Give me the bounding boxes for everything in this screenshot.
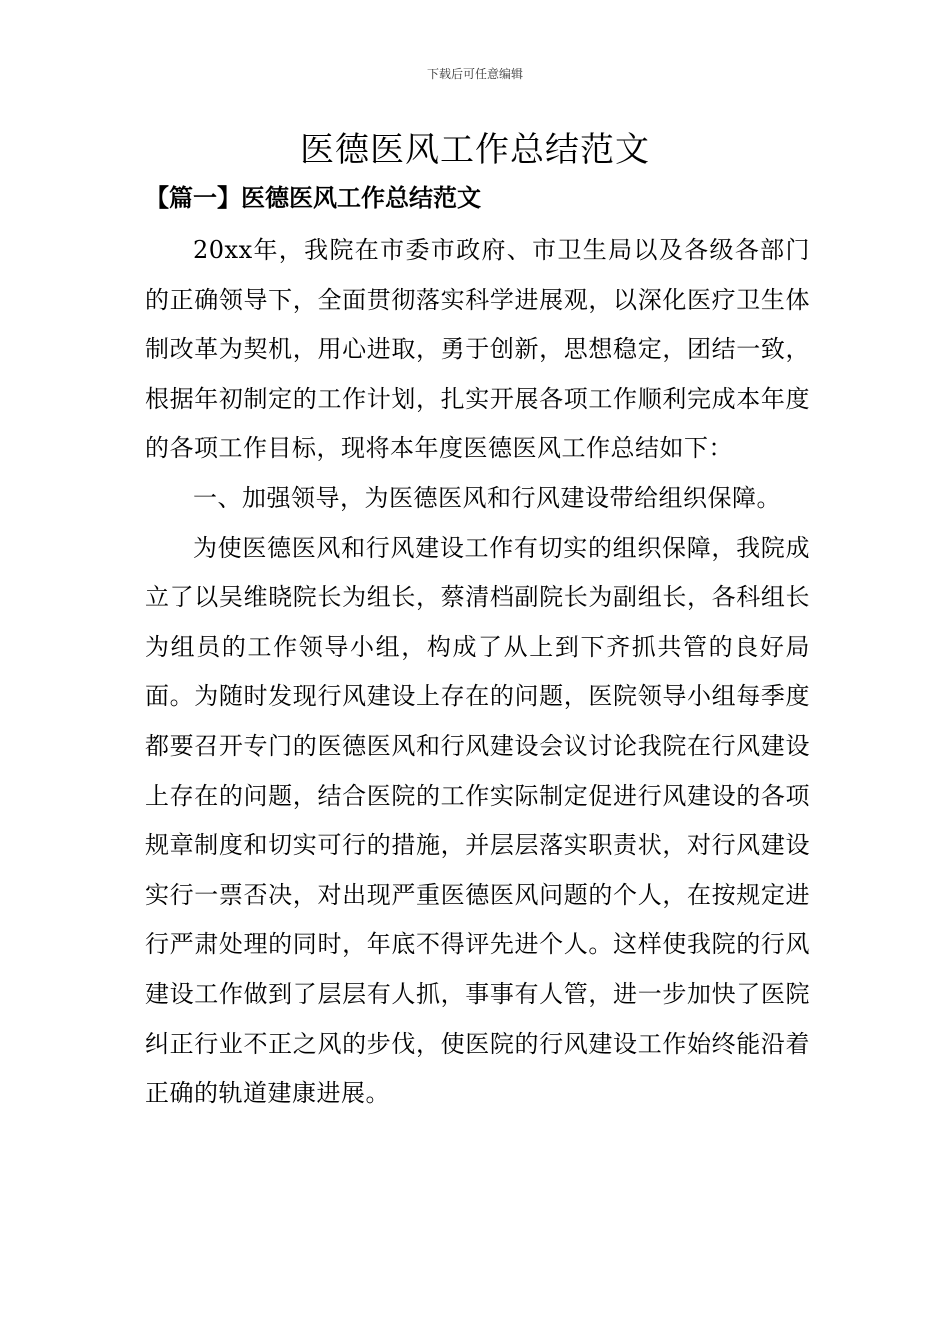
document-title: 医德医风工作总结范文 bbox=[300, 130, 650, 170]
section-heading: 【篇一】医德医风工作总结范文 bbox=[145, 183, 481, 212]
paragraph-intro: 20xx年，我院在市委市政府、市卫生局以及各级各部门的正确领导下，全面贯彻落实科学进展观，以深化医疗卫生体制改革为契机，用心进取，勇于创新，思想稳定，团结一致，根据年初制定的工作计划，扎实开展各项工作顺利完成本年度的各项工作目标，现将本年度医德医风工作总结如下： bbox=[145, 236, 810, 463]
page-header-note: 下载后可任意编辑 bbox=[426, 67, 523, 81]
paragraph-point-one: 一、加强领导，为医德医风和行风建设带给组织保障。 bbox=[193, 483, 781, 512]
paragraph-organization: 为使医德医风和行风建设工作有切实的组织保障，我院成立了以吴维晓院长为组长，蔡清档副院长为副组长，各科组长为组员的工作领导小组，构成了从上到下齐抓共管的良好局面。为随时发现行风建设上存在的问题，医院领导小组每季度都要召开专门的医德医风和行风建设会议讨论我院在行风建设上存在的问题，结合医院的工作实际制定促进行风建设的各项规章制度和切实可行的措施，并层层落实职责状，对行风建设实行一票否决，对出现严重医德医风问题的个人，在按规定进行严肃处理的同时，年底不得评先进个人。这样使我院的行风建设工作做到了层层有人抓，事事有人管，进一步加快了医院纠正行业不正之风的步伐，使医院的行风建设工作始终能沿着正确的轨道建康进展。 bbox=[145, 533, 810, 1108]
document-body bbox=[145, 226, 810, 1119]
